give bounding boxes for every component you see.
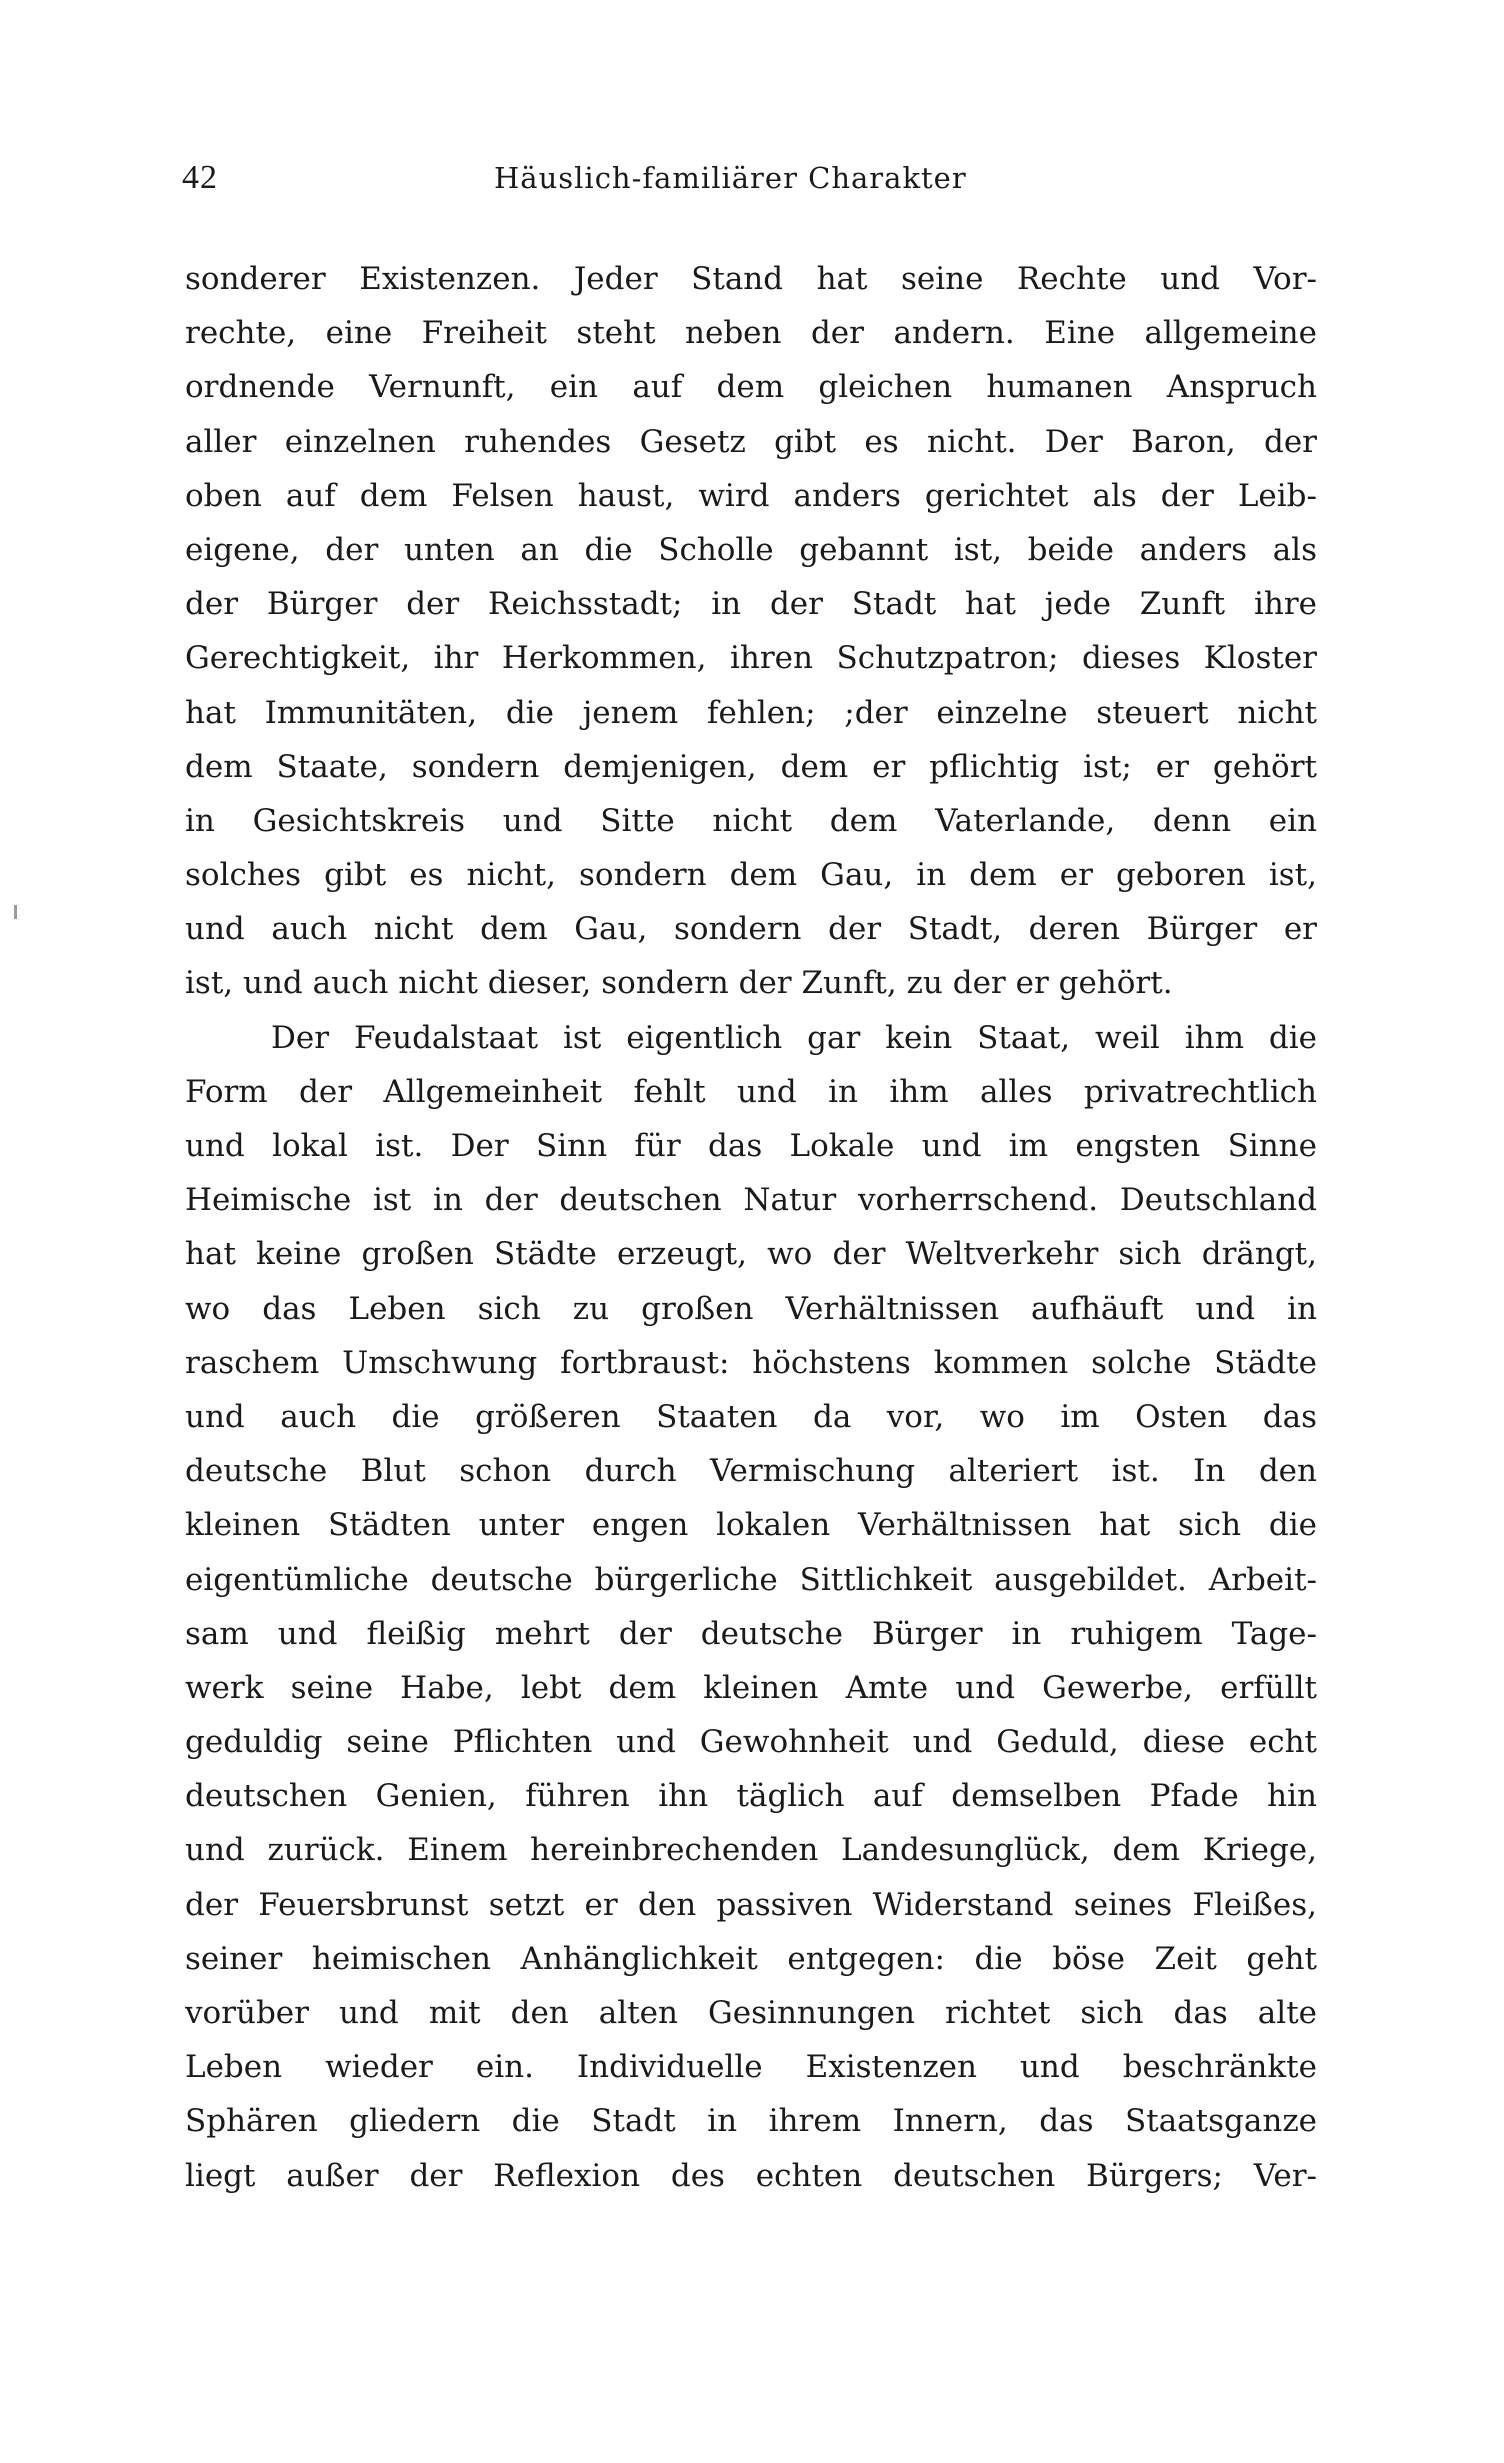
text-line: eigentümliche deutsche bürgerliche Sittlichkeit ausgebildet. Arbeit- xyxy=(185,1561,1317,1598)
running-title: Häuslich-familiärer Charakter xyxy=(494,161,967,195)
text-line: und zurück. Einem hereinbrechenden Landesunglück, dem Kriege, xyxy=(185,1832,1317,1869)
text-line: oben auf dem Felsen haust, wird anders gerichtet als der Leib- xyxy=(185,477,1317,514)
text-line: und auch die größeren Staaten da vor, wo im Osten das xyxy=(185,1398,1317,1435)
body-text xyxy=(185,252,1317,2203)
text-line: Leben wieder ein. Individuelle Existenzen und beschränkte xyxy=(185,2049,1317,2086)
paragraph-start-line: Der Feudalstaat ist eigentlich gar kein Staat, weil ihm die xyxy=(271,1019,1317,1056)
text-line: liegt außer der Reflexion des echten deutschen Bürgers; Ver- xyxy=(185,2157,1317,2194)
text-line: Form der Allgemeinheit fehlt und in ihm alles privatrechtlich xyxy=(185,1073,1317,1110)
text-line: Gerechtigkeit, ihr Herkommen, ihren Schutzpatron; dieses Kloster xyxy=(185,640,1317,677)
text-line: rechte, eine Freiheit steht neben der andern. Eine allgemeine xyxy=(185,315,1317,352)
text-line: Sphären gliedern die Stadt in ihrem Innern, das Staatsganze xyxy=(185,2103,1317,2140)
text-line: dem Staate, sondern demjenigen, dem er pflichtig ist; er gehört xyxy=(185,748,1317,785)
text-line: geduldig seine Pflichten und Gewohnheit und Geduld, diese echt xyxy=(185,1724,1317,1761)
text-line: werk seine Habe, lebt dem kleinen Amte und Gewerbe, erfüllt xyxy=(185,1669,1317,1706)
text-line: in Gesichtskreis und Sitte nicht dem Vaterlande, denn ein xyxy=(185,802,1317,839)
page-number: 42 xyxy=(182,159,218,196)
text-line: hat Immunitäten, die jenem fehlen; ;der einzelne steuert nicht xyxy=(185,694,1317,731)
text-line: seiner heimischen Anhänglichkeit entgegen: die böse Zeit geht xyxy=(185,1940,1317,1977)
text-line: sonderer Existenzen. Jeder Stand hat seine Rechte und Vor- xyxy=(185,261,1317,297)
text-line: und auch nicht dem Gau, sondern der Stadt, deren Bürger er xyxy=(185,911,1317,948)
text-line: solches gibt es nicht, sondern dem Gau, in dem er geboren ist, xyxy=(185,857,1317,894)
text-line: ordnende Vernunft, ein auf dem gleichen humanen Anspruch xyxy=(185,369,1317,406)
text-line: der Bürger der Reichsstadt; in der Stadt hat jede Zunft ihre xyxy=(185,586,1317,623)
text-line: sam und fleißig mehrt der deutsche Bürger in ruhigem Tage- xyxy=(185,1615,1317,1652)
text-line: aller einzelnen ruhendes Gesetz gibt es nicht. Der Baron, der xyxy=(185,423,1317,460)
text-line: der Feuersbrunst setzt er den passiven Widerstand seines Fleißes, xyxy=(185,1886,1317,1923)
text-line: hat keine großen Städte erzeugt, wo der Weltverkehr sich drängt, xyxy=(185,1236,1317,1273)
paragraph-end-line: ist, und auch nicht dieser, sondern der Zunft, zu der er gehört. xyxy=(185,965,1173,1002)
text-line: deutschen Genien, führen ihn täglich auf demselben Pfade hin xyxy=(185,1778,1317,1815)
margin-mark xyxy=(14,905,17,919)
text-line: kleinen Städten unter engen lokalen Verhältnissen hat sich die xyxy=(185,1507,1317,1544)
text-line: und lokal ist. Der Sinn für das Lokale und im engsten Sinne xyxy=(185,1128,1317,1164)
text-line: eigene, der unten an die Scholle gebannt ist, beide anders als xyxy=(185,531,1317,568)
text-line: deutsche Blut schon durch Vermischung alteriert ist. In den xyxy=(185,1453,1317,1490)
text-line: wo das Leben sich zu großen Verhältnissen aufhäuft und in xyxy=(185,1290,1317,1327)
text-line: raschem Umschwung fortbraust: höchstens kommen solche Städte xyxy=(185,1344,1317,1381)
text-line: Heimische ist in der deutschen Natur vorherrschend. Deutschland xyxy=(185,1182,1317,1219)
text-line: vorüber und mit den alten Gesinnungen richtet sich das alte xyxy=(185,1995,1317,2031)
